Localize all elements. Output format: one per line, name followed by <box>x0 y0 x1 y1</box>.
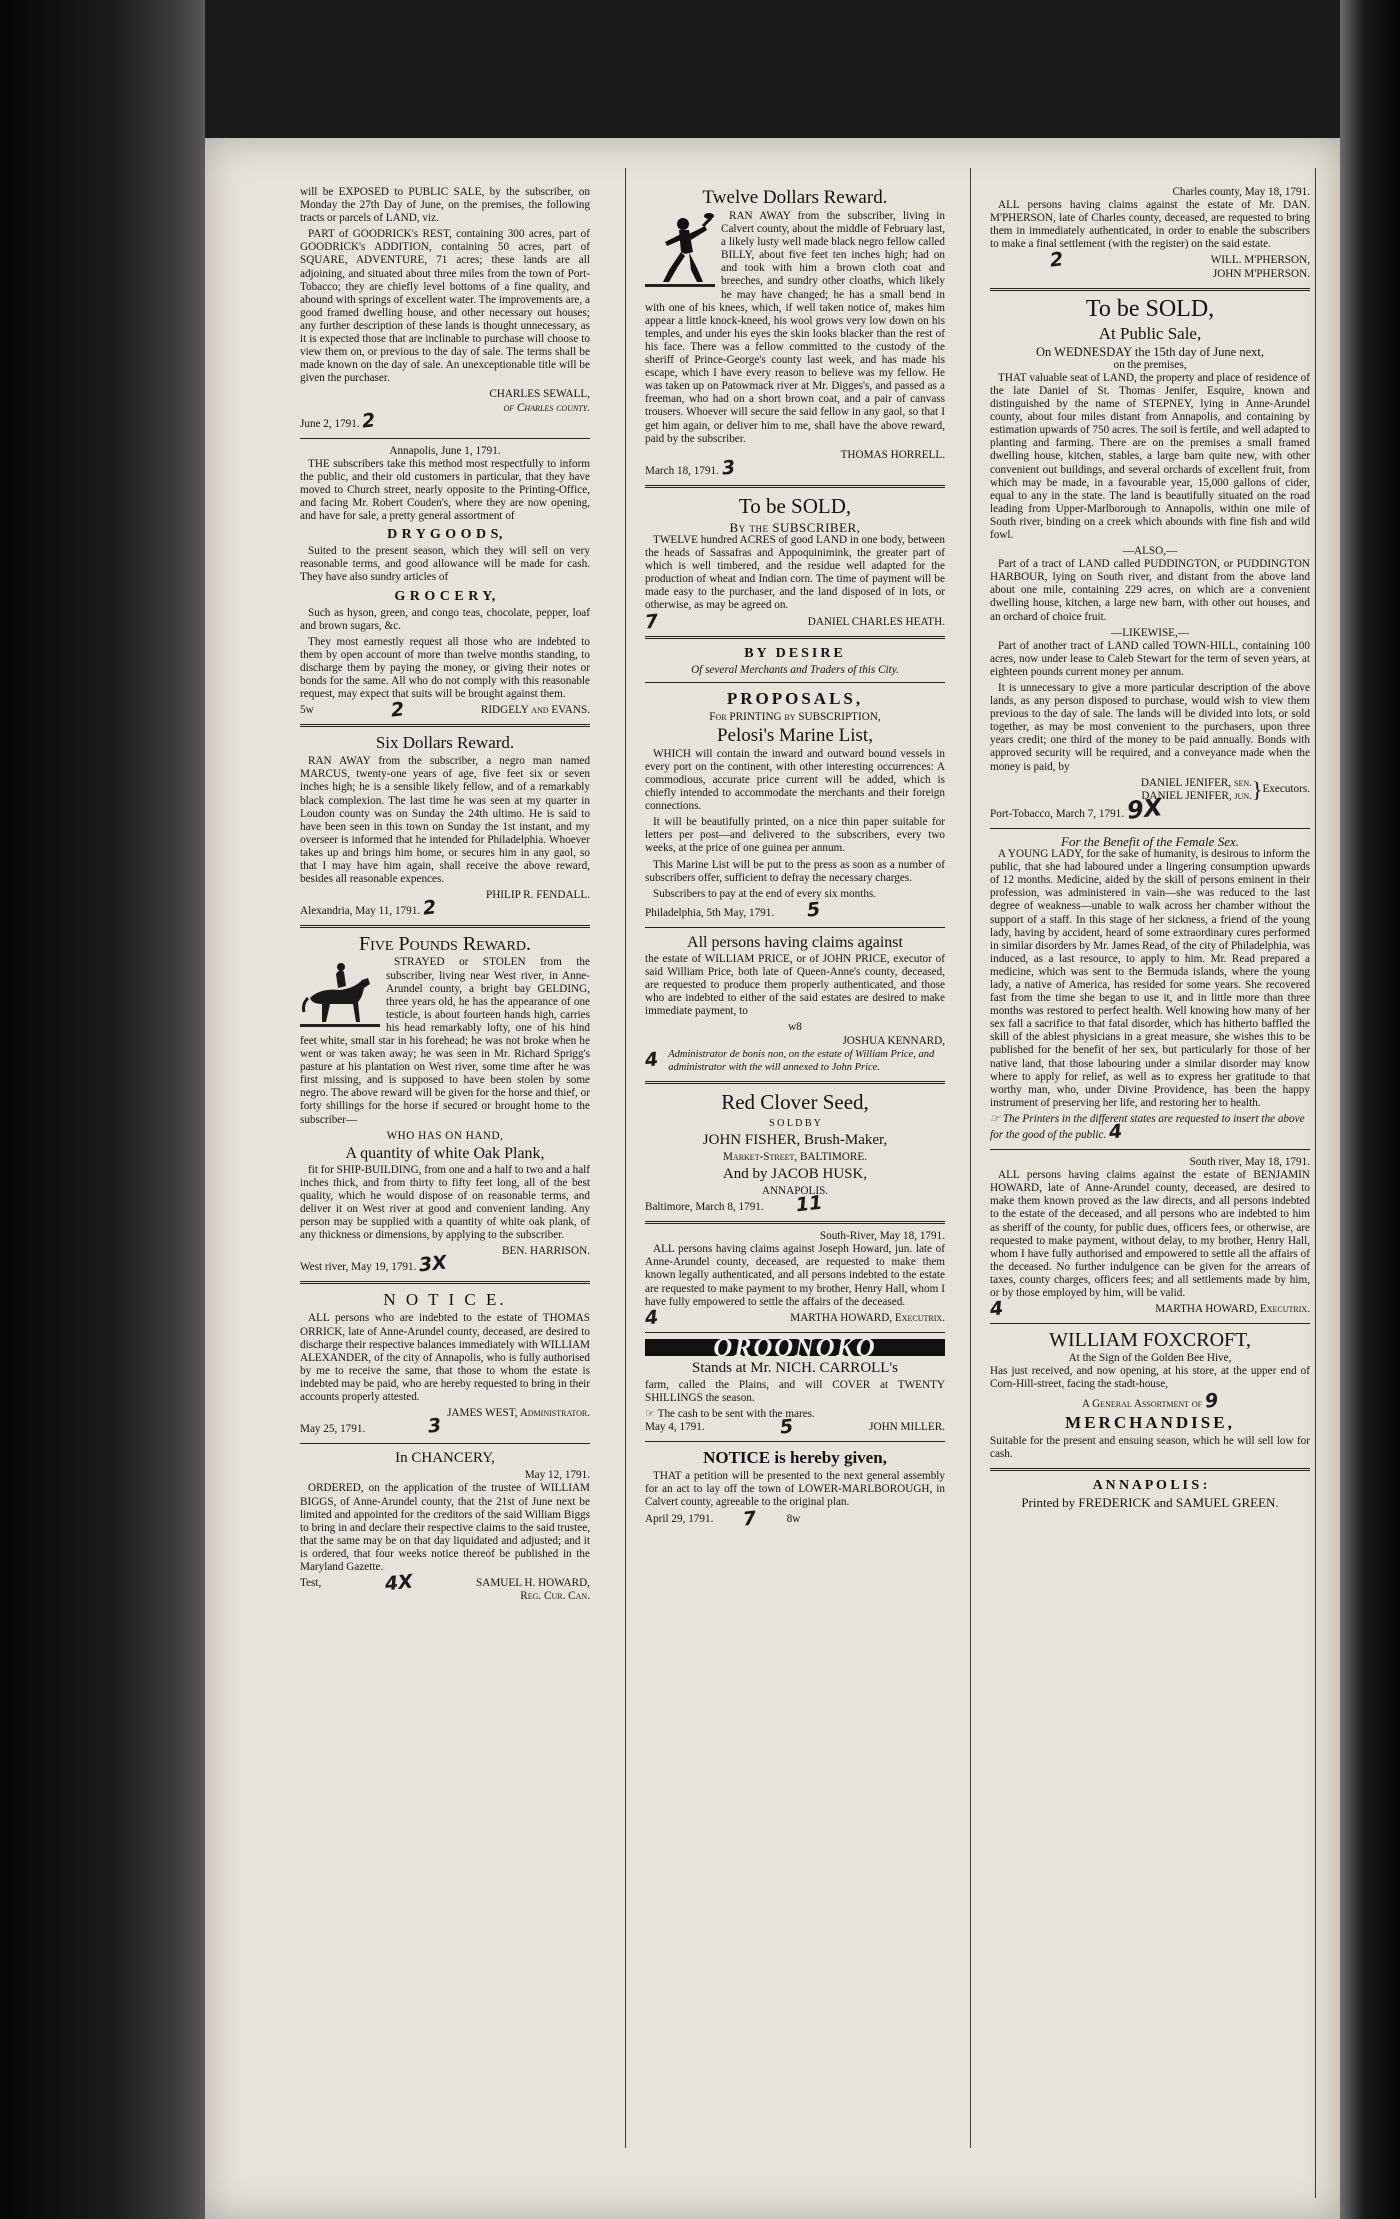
ad-body: ALL persons who are indebted to the estate of THOMAS ORRICK, late of Anne-Arundel county, deceased, are desired to discharge their respective balances immediately with WILLIAM ALEXANDER, of the city of Annapolis, who is fully authorised by me to receive the same, that those to whom the estate is indebted may be paid, who are hereby requested to bring in their accounts properly attested. <box>300 1312 590 1404</box>
ad-notice-orrick <box>300 1290 590 1436</box>
rule <box>645 636 945 639</box>
ad-signature: DANIEL JENIFER, jun. <box>1141 789 1252 802</box>
ad-signature: MARTHA HOWARD, Executrix. <box>1155 1303 1310 1316</box>
ad-date-text: Port-Tobacco, March 7, 1791. <box>990 807 1125 820</box>
ad-subheading: Of several Merchants and Traders of this City. <box>691 663 899 676</box>
ad-when: On WEDNESDAY the 15th day of June next, <box>1036 344 1264 359</box>
ad-title: NOTICE is hereby given, <box>703 1448 887 1468</box>
handwritten-mark: 3 <box>426 1414 443 1438</box>
handwritten-mark: 4 <box>643 1048 660 1072</box>
ad-signature: JOSHUA KENNARD, <box>842 1034 945 1047</box>
ad-signature-row <box>300 698 590 722</box>
book-spine-shadow <box>0 0 205 2219</box>
rule <box>645 927 945 928</box>
ad-note-text: The cash to be sent with the mares. <box>657 1408 815 1421</box>
adjacent-column-fragment <box>1315 168 1340 2198</box>
ad-title: BY DESIRE <box>744 645 846 661</box>
ad-date: South-River, May 18, 1791. <box>819 1230 945 1243</box>
ad-heading: Stands at Mr. NICH. CARROLL's <box>691 1359 899 1376</box>
ad-date <box>645 1191 945 1217</box>
ad-signature: MARTHA HOWARD, Executrix. <box>790 1311 945 1324</box>
ad-signature-row <box>645 1415 945 1439</box>
ad-six-dollars-reward <box>300 733 590 918</box>
ad-executors: Executors. <box>1262 783 1310 796</box>
ad-title: OROONOKO <box>645 1339 945 1356</box>
rule <box>300 438 590 439</box>
rule <box>645 1441 945 1442</box>
ad-heading: MERCHANDISE, <box>1065 1412 1235 1432</box>
ad-test: Test, <box>300 1577 322 1590</box>
ad-date: Charles county, May 18, 1791. <box>1172 186 1310 198</box>
rule <box>990 1149 1310 1150</box>
handwritten-mark: 5 <box>805 898 822 922</box>
ad-heading: And by JACOB HUSK, <box>722 1165 868 1182</box>
ad-title: WILLIAM FOXCROFT, <box>1049 1329 1251 1352</box>
rule <box>645 682 945 683</box>
rule <box>990 1323 1310 1324</box>
column-rule <box>970 168 971 2148</box>
ad-notice-marlborough <box>645 1448 945 1531</box>
ad-date <box>300 408 590 433</box>
ad-signature-line2: JOHN M'PHERSON. <box>1212 267 1310 280</box>
handwritten-mark: 9X <box>1125 793 1164 825</box>
ad-proposals-marine-list <box>645 645 945 920</box>
ad-body: ALL persons having claims against the estate of Mr. DAN. M'PHERSON, late of Charles county, deceased, are requested to bring them in immediately authenticated, in order to enable the subscribers to make a final settlement (with the register) on the said estate. <box>990 199 1310 251</box>
handwritten-mark: 7 <box>742 1506 758 1531</box>
rule <box>300 724 590 727</box>
ad-address: Market-Street, BALTIMORE. <box>722 1150 868 1163</box>
ad-body: Suited to the present season, which they will sell on very reasonable terms, and good allowance will be made for cash. They have also sundry articles of <box>300 545 590 584</box>
ad-date-text: Alexandria, May 11, 1791. <box>300 905 421 918</box>
ad-title: All persons having claims against <box>687 933 903 951</box>
ad-title: Six Dollars Reward. <box>375 733 515 753</box>
ad-female-sex <box>990 835 1310 1142</box>
ad-body: Subscribers to pay at the end of every six months. <box>653 887 877 900</box>
ad-subheading: By the SUBSCRIBER, <box>729 519 861 535</box>
ad-dry-goods <box>300 444 590 722</box>
imprint <box>990 1477 1310 1509</box>
horse-rider-woodcut-icon <box>300 958 380 1030</box>
ad-five-pounds-reward <box>300 933 590 1277</box>
ad-twelve-dollars-reward <box>645 188 945 478</box>
ad-signature-row <box>300 1570 590 1596</box>
ad-body: Part of a tract of LAND called PUDDINGTON, or PUDDINGTON HARBOUR, lying on South river, and distant from the above land about one mile, containing 229 acres, on which are a convenient dwelling house, kitchen, a large new barn, with other out houses, and an orchard of choice fruit. <box>990 558 1310 623</box>
handwritten-mark: 2 <box>1048 248 1065 273</box>
imprint-printers: Printed by FREDERICK and SAMUEL GREEN. <box>1021 1494 1279 1510</box>
handwritten-mark: 7 <box>643 609 660 634</box>
ad-claims-price <box>645 934 945 1074</box>
ad-date-text: June 2, 1791. <box>300 417 360 430</box>
ad-body: A YOUNG LADY, for the sake of humanity, is desirous to inform the public, that she had laboured under a lingering consumption upwards of 12 months. Medicine, aided by the skill of persons eminent in their profession, was administered in vain—she was reduced to the last degree of weakness—unable to walk across her chamber without the support of a staff. In this stage of her sickness, a friend of the young lady, having by accident, heard of some extraordinary cures performed in similar disorders by Mr. James Read, of the city of Philadelphia, was induced, as a last resource, to apply to him. Mr. Read prepared a medicine, which was sent to the Bermuda islands, where the young lady, a native of America, has resided for some years. She recovered fast from the time she began to use it, and in little more than three months was restored to perfect health. Well knowing how many of her sex fall a sacrifice to that fatal disorder, which has hitherto baffled the skill of the ablest physicians in a great measure, she wishes this to be published for the benefit of her sex, but particularly for those of her native land, that those labouring under a similar disorder may know where to apply for relief, as well as to express her gratitude to that worthy man, who, under Divine Providence, has been the happy instrument of preserving her life, and restoring her to health. <box>990 848 1310 1109</box>
ad-date-text: Baltimore, March 8, 1791. <box>645 1201 764 1214</box>
brace-glyph: } <box>1251 777 1263 803</box>
ad-run-mark: 5w <box>300 704 314 717</box>
ad-subheading: WHO HAS ON HAND, <box>386 1129 504 1142</box>
ad-subheading: At Public Sale, <box>1098 323 1202 343</box>
rule <box>645 485 945 488</box>
rule <box>645 1221 945 1224</box>
ad-title: Red Clover Seed, <box>721 1089 869 1114</box>
ad-body: ALL persons having claims against Joseph Howard, jun. late of Anne-Arundel county, deceased, are requested to make them known legally authenticated, and all persons indebted to the estate are requested to make payment to my brother, Henry Hall, whom I have fully empowered to settle the affairs of the deceased. <box>645 1243 945 1308</box>
ad-title: Twelve Dollars Reward. <box>702 187 888 208</box>
handwritten-mark: 3 <box>720 456 737 480</box>
ad-title: N O T I C E. <box>383 1290 507 1310</box>
ad-signature: JOHN MILLER. <box>869 1421 945 1434</box>
ad-body: Has just received, and now opening, at his store, at the upper end of Corn-Hill-street, facing the stadt-house, <box>990 1365 1310 1391</box>
rule <box>645 1081 945 1084</box>
ad-title: For the Benefit of the Female Sex. <box>1061 833 1239 849</box>
column-rule <box>625 168 626 2148</box>
ad-body: It is unnecessary to give a more particular description of the above lands, as any person disposed to purchase, would wish to view them previous to the day of sale. The lands will be divided into lots, or sold together, as may be most convenient to the purchasers, upon three years credit; one third of the money to be paid annually. Bonds with approved security will be required, and a conveyance made when the money is paid, by <box>990 682 1310 773</box>
ad-signature: RIDGELY and EVANS. <box>480 704 590 717</box>
column-1 <box>300 186 590 1610</box>
ad-body: This Marine List will be put to the press as soon as a number of subscribers offer, sufficient to defray the necessary charges. <box>645 858 945 884</box>
handwritten-mark: 2 <box>421 896 438 920</box>
ad-signature: THOMAS HORRELL. <box>840 448 945 461</box>
ad-body: fit for SHIP-BUILDING, from one and a half to two and a half inches thick, and from thirty to fifty feet long, all of the best quality, which he would dispose of on reasonable terms, and deliver it on West river at good and convenient landing. Any person may be supplied with a quantity of white oak plank, of any thickness or dimensions, by applying to the subscriber. <box>300 1163 590 1242</box>
ad-date <box>300 1414 590 1438</box>
ad-note-text: The Printers in the different states are requested to insert the above for the good of the public. <box>990 1112 1305 1141</box>
ad-body: farm, called the Plains, and will COVER at TWENTY SHILLINGS the season. <box>645 1378 945 1404</box>
ad-date <box>300 896 590 920</box>
ad-chancery <box>300 1450 590 1603</box>
ad-body: Administrator de bonis non, on the estate of William Price, and administrator with the will annexed to John Price. <box>668 1048 935 1073</box>
ad-body: ORDERED, on the application of the trustee of WILLIAM BIGGS, of Anne-Arundel county, that the 21st of June next be limited and appointed for the creditors of the said William Biggs to bring in and declare their respective claims to the said trustee, that the same may be on that day liquidated and adjusted; and it is ordered, that four weeks notice thereof be published in the Maryland Gazette. <box>300 1482 590 1573</box>
ad-intro: will be EXPOSED to PUBLIC SALE, by the subscriber, on Monday the 27th Day of June, on the premises, the following tracts or parcels of LAND, viz. <box>300 186 590 225</box>
ad-subheading: S O L D B Y <box>769 1117 821 1129</box>
ad-divider-text: —LIKEWISE,— <box>1111 626 1189 639</box>
ad-signature: DANIEL CHARLES HEATH. <box>807 615 945 628</box>
ad-date <box>645 456 945 480</box>
ad-body: RAN AWAY from the subscriber, a negro man named MARCUS, twenty-one years of age, five feet six or seven inches high; he is a sensible likely fellow, and of a remarkably black complexion. The last time he was seen at my quarter in Loudon county was on Sunday the 24th ultimo. He is said to have been seen in this town on Sunday the 1st instant, and my overseer is informed that he intended for Philadelphia. Whoever takes up and brings him home, or secures him in any gaol, so that I may have him again, shall receive the above reward, besides all reasonable expences. <box>300 755 590 886</box>
ad-title: In CHANCERY, <box>395 1450 495 1467</box>
ad-place-date: Annapolis, June 1, 1791. <box>389 444 501 457</box>
ad-signature-row <box>643 609 945 634</box>
ad-title: Five Pounds Reward. <box>359 933 531 956</box>
ad-date: April 29, 1791. <box>645 1512 714 1525</box>
handwritten-mark: 3X <box>418 1251 449 1277</box>
ad-date: South river, May 18, 1791. <box>1189 1156 1310 1169</box>
ad-to-be-sold-heath <box>643 493 945 634</box>
column-2 <box>645 186 945 1533</box>
rule <box>300 1281 590 1284</box>
runaway-woodcut-icon <box>645 212 715 292</box>
rule <box>990 1468 1310 1471</box>
ad-date: May 12, 1791. <box>524 1469 590 1482</box>
ad-claims-mpherson <box>990 186 1310 281</box>
ad-signature-row <box>990 248 1310 273</box>
handwritten-mark: 5 <box>779 1415 795 1439</box>
ad-signature: WILL. M'PHERSON, <box>1210 254 1310 267</box>
ad-signature: CHARLES SEWALL, <box>489 388 590 401</box>
rule <box>300 925 590 928</box>
ad-subheading: At the Sign of the Golden Bee Hive, <box>1068 1352 1232 1365</box>
ad-signature: SAMUEL H. HOWARD, <box>476 1577 590 1590</box>
ad-run-mark: w8 <box>788 1021 802 1034</box>
ad-signature: DANIEL JENIFER, sen. <box>1140 776 1252 789</box>
handwritten-mark: 4 <box>1107 1120 1124 1144</box>
ad-title: To be SOLD, <box>1085 295 1215 322</box>
ad-heading: G R O C E R Y, <box>394 588 496 604</box>
ad-body: Suitable for the present and ensuing season, which he will sell low for cash. <box>990 1434 1310 1460</box>
ad-body: ALL persons having claims against the estate of BENJAMIN HOWARD, late of Anne-Arundel county, deceased, are desired to make them known proved as the law directs, and all persons indebted to the estate of the deceased, and all persons who are indebted to him as sheriff of the county, for public dues, officers fees, or otherwise, are requested to make payment, without delay, to my brother, Henry Hall, whom I have fully authorised and empowered to settle all the affairs of the deceased. No further indulgence can be given for the arrears of taxes, county charges, officers fees; and all settlements made by him, or by those employed by him, will be valid. <box>990 1169 1310 1300</box>
ad-body: It will be beautifully printed, on a nice thin paper suitable for letters per post—and delivered to the subscribers, every two weeks, at the price of one guinea per annum. <box>645 816 945 855</box>
ad-body: PART of GOODRICK's REST, containing 300 acres, part of GOODRICK's ADDITION, containing 50 acres, part of SQUARE, ADVENTURE, 71 acres; these lands are all adjoining, and situated about three miles from the town of Port-Tobacco; they are chiefly level bottoms of a fine quality, and abound with springs of excellent water. The improvements are, a good framed dwelling house, and other necessary out houses; any further description of these lands is thought unnecessary, as it is expected those that are inclinable to purchase will choose to view them on, or previous to the day of sale. The terms shall be made known on the day of sale. An unexceptionable title will be given the purchaser. <box>300 228 590 385</box>
ad-claims-joseph-howard <box>643 1230 945 1330</box>
handwritten-mark: 11 <box>795 1191 824 1217</box>
next-page-edge <box>1340 0 1400 2219</box>
ad-signature: BEN. HARRISON. <box>502 1245 590 1258</box>
ad-body: the estate of WILLIAM PRICE, or of JOHN PRICE, executor of said William Price, both late of Queen-Anne's county, deceased, are requested to produce them properly authenticated, and those who are indebted to either of the said estates are desired to make immediate payment, to <box>645 952 945 1018</box>
ad-signature-row <box>645 1506 945 1531</box>
ad-divider-text: —ALSO,— <box>1122 545 1178 558</box>
ad-signature-line2: of Charles county. <box>503 401 590 414</box>
ad-signature-row <box>988 1297 1310 1321</box>
handwritten-mark: 4X <box>383 1570 414 1596</box>
ad-body: Such as hyson, green, and congo teas, chocolate, pepper, loaf and brown sugars, &c. <box>300 606 590 632</box>
ad-land-sale-sewall <box>300 186 590 431</box>
handwritten-mark: 4 <box>643 1306 660 1330</box>
imprint-city: A N N A P O L I S : <box>1092 1477 1208 1493</box>
handwritten-mark: 9 <box>1203 1388 1220 1413</box>
ad-where: on the premises, <box>1113 358 1187 371</box>
ad-date-text: Philadelphia, 5th May, 1791. <box>645 906 775 919</box>
ad-body: RAN AWAY from the subscriber, living in Calvert county, about the middle of February last, a likely lusty well made black negro fellow called BILLY, about five feet ten inches high; had on and took with him a brown cloth coat and breeches, and sundry other cloaths, which likely he may have changed; he has a small bend in with one of his knees, which, if well taken notice of, makes him appear a little knock-kneed, his wool grows very low down on his temples, and under his eyes the skin looks blacker than the rest of his face. There was a fellow committed to the custody of the sheriff of Prince-George's county last week, and has made his escape, which I have every reason to believe was my fellow. He was taken up on Patowmack river at Mr. Digges's, and passed as a freeman, who had on a short brown coat, and a pair of canvass trousers. Whoever will secure the said fellow in any gaol, so that I get him again, or deliver him to me, shall have the above reward, paid by the subscriber. <box>645 210 945 445</box>
ad-body: STRAYED or STOLEN from the subscriber, living near West river, in Anne-Arundel county, a bright bay GELDING, three years old, he has the appearance of one testicle, is about fourteen hands high, carries his head remarkably lofty, one of his hind feet white, small star in his forehead; he was not broke when he went or was taken away; he was seen in Mr. Richard Sprigg's pasture at his plantation on West river, some time after he was first missing, and is supposed to have been stolen by some negro. The above reward will be given for the horse and thief, or forty shillings for the horse if secured or brought home to the subscriber— <box>300 956 590 1126</box>
column-3 <box>990 186 1310 1516</box>
ad-signature-row <box>645 1048 945 1074</box>
ad-signature-line2: Reg. Cur. Can. <box>520 1590 590 1603</box>
rule <box>990 288 1310 291</box>
ad-date <box>645 898 945 922</box>
ad-oroonoko <box>645 1332 945 1439</box>
ad-signature-row <box>643 1306 945 1330</box>
ad-date-text: May 25, 1791. <box>300 1423 366 1436</box>
ad-signature: PHILIP R. FENDALL. <box>485 889 590 902</box>
ad-title: To be SOLD, <box>738 493 852 518</box>
ad-claims-benjamin-howard <box>988 1156 1310 1321</box>
ad-run-mark: 8w <box>786 1512 801 1525</box>
ad-note: ☞ The cash to be sent with the mares. <box>645 1408 815 1421</box>
ad-heading: D R Y G O O D S, <box>387 527 503 543</box>
ad-body: WHICH will contain the inward and outward bound vessels in every port on the continent, with other interesting occurrences: A commodious, accurate price current will be added, which is chiefly intended to accommodate the merchants and their foreign connections. <box>645 747 945 813</box>
handwritten-mark: 2 <box>389 698 405 722</box>
ad-city: ANNAPOLIS. <box>761 1184 829 1197</box>
ad-red-clover-seed <box>645 1089 945 1217</box>
rule <box>300 1443 590 1444</box>
ad-heading: PROPOSALS, <box>726 688 864 708</box>
ad-body: THAT a petition will be presented to the next general assembly for an act to lay off the town of LOWER-MARLBOROUGH, in Calvert county, agreeable to the original plan. <box>645 1470 945 1509</box>
newspaper-page <box>205 138 1340 2219</box>
ad-body: Part of another tract of LAND called TOWN-HILL, containing 100 acres, now under lease to Caleb Stewart for the term of seven years, at eighteen pounds current money per annum. <box>990 639 1310 678</box>
ad-body: They most earnestly request all those who are indebted to them by open account of more than twelve months standing, to discharge them by paying the money, or giving their notes or bonds for the same. All who do not comply with this reasonable request, may expect that suits will be brought against them. <box>300 635 590 701</box>
ad-date: May 4, 1791. <box>645 1421 705 1434</box>
ad-subheading <box>990 1388 1310 1413</box>
rule <box>990 828 1310 829</box>
ad-heading: JOHN FISHER, Brush-Maker, <box>702 1131 888 1148</box>
ad-public-sale-stepney <box>990 295 1310 825</box>
ad-heading: A quantity of white Oak Plank, <box>345 1144 545 1162</box>
ad-william-foxcroft <box>990 1330 1310 1461</box>
ad-note: ☞ The Printers in the different states are requested to insert the above for the good of the public. 4 <box>990 1112 1305 1144</box>
ad-body: TWELVE hundred ACRES of good LAND in one body, between the heads of Sassafras and Appoquinimink, the greater part of which is well timbered, and the residue well adapted for the production of wheat and Indian corn. The time of payment will be made easy to the purchaser, and the land disposed of in lots, or otherwise, as may be agreed on. <box>645 533 945 612</box>
ad-body: THAT valuable seat of LAND, the property and place of residence of the late Daniel of St. Thomas Jenifer, Esquire, known and distinguished by the name of STEPNEY, lying in Anne-Arundel county, about four miles distant from Annapolis, and containing by estimation upwards of 750 acres. The soil is fertile, and well adapted to planting and farming. There are on the premises a small framed dwelling house, kitchen, stables, a large barn quite new, with other convenient out buildings, and several orchards of excellent fruit, from which may be made, in a favourable year, 15,000 gallons of cider, equal to any in the state. The land is beautifully situated on the road leading from Upper-Marlborough to Annapolis, within one mile of South river, binding on a creek which abounds with fine fish and wild fowl. <box>990 371 1310 541</box>
ad-date-text: West river, May 19, 1791. <box>300 1261 417 1274</box>
ad-subheading: For PRINTING by SUBSCRIPTION, <box>709 710 881 723</box>
handwritten-mark: 2 <box>361 408 377 433</box>
ad-date-text: March 18, 1791. <box>645 464 719 477</box>
ad-signature: JAMES WEST, Administrator. <box>447 1407 590 1420</box>
ad-body: THE subscribers take this method most respectfully to inform the public, and their old customers in particular, that they have moved to Church street, nearly opposite to the Printing-Office, and facing Mr. Robert Couden's, where they are now opening, and have for sale, a pretty general assortment of <box>300 457 590 523</box>
ad-heading: Pelosi's Marine List, <box>717 724 873 746</box>
handwritten-mark: 4 <box>988 1297 1005 1321</box>
ad-subheading-text: A General Assortment of <box>1081 1397 1203 1410</box>
